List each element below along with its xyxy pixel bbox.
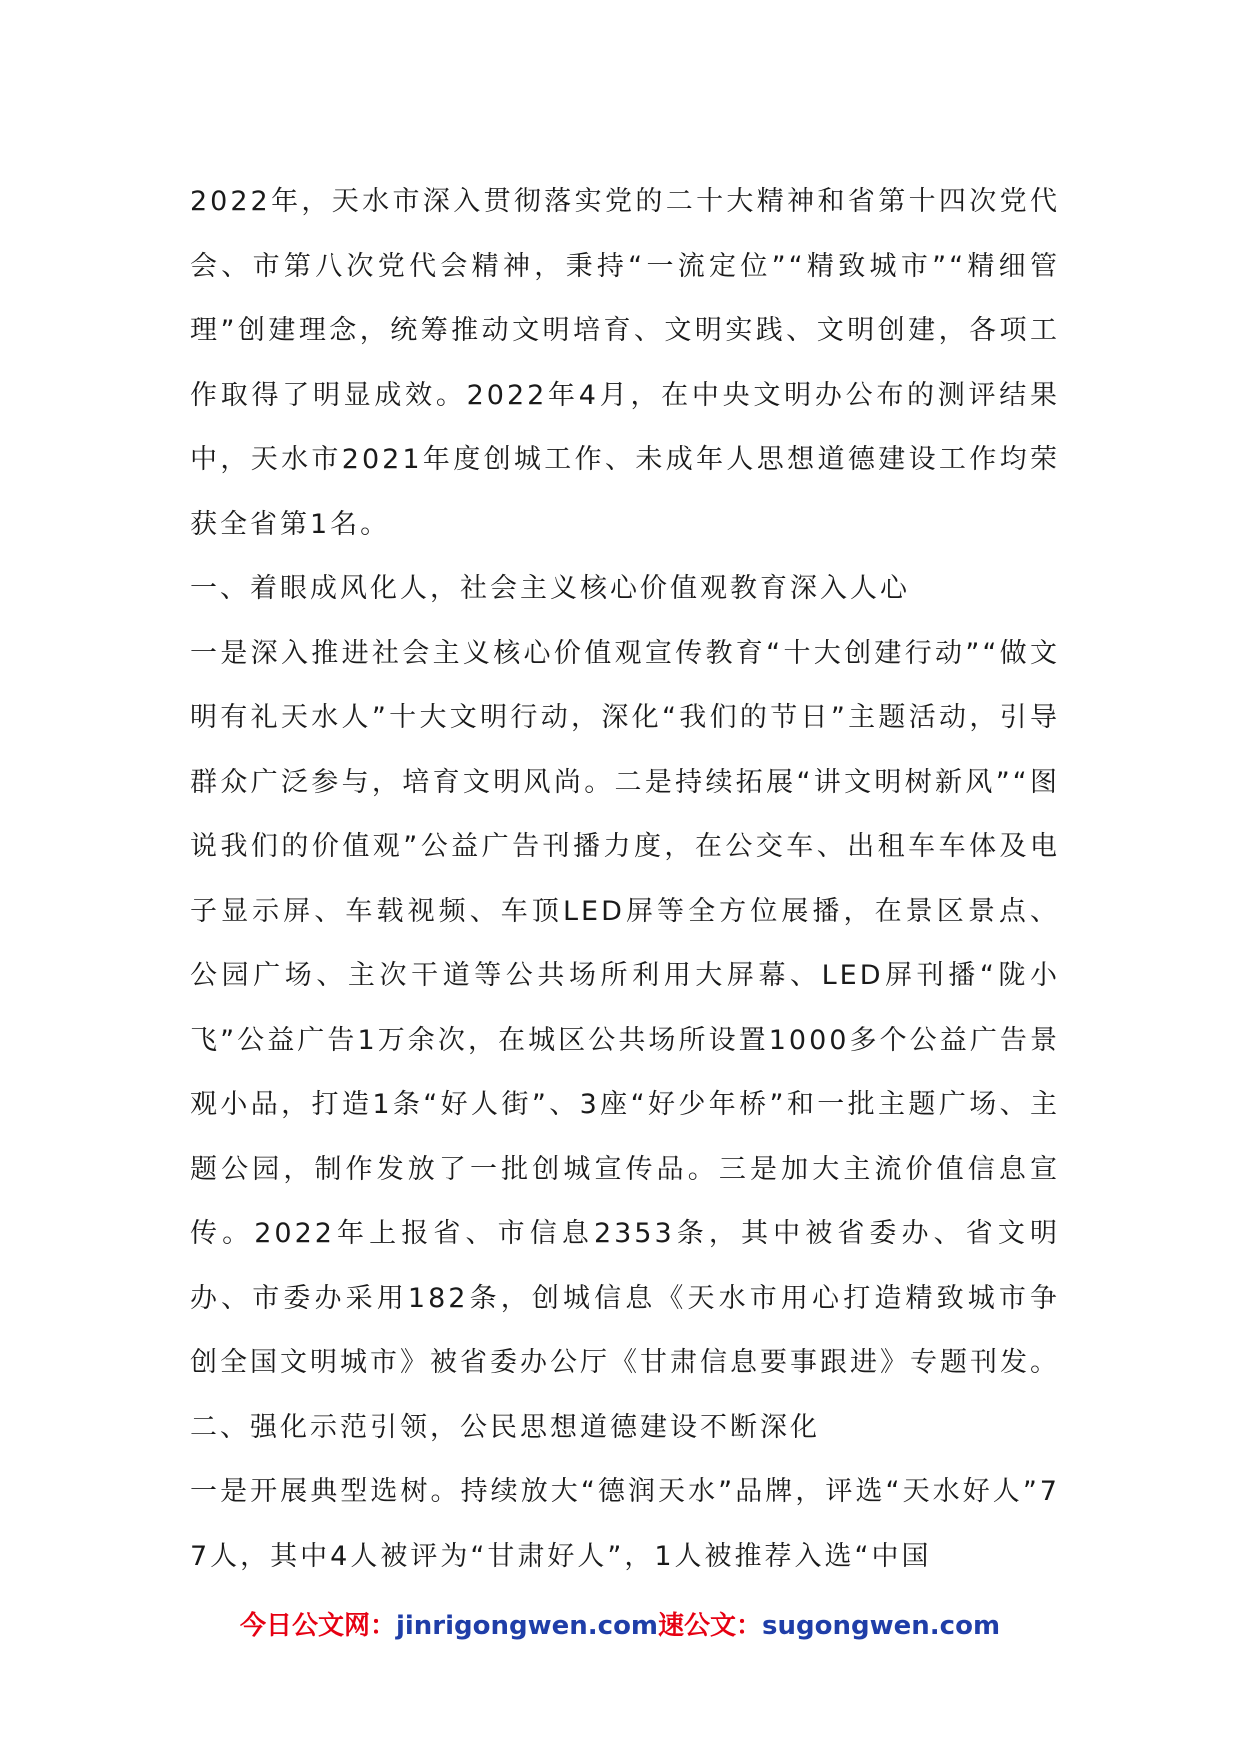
footer-label-jinrigongwen: 今日公文网： <box>239 1611 396 1641</box>
section-heading-2: 二、强化示范引领，公民思想道德建设不断深化 <box>190 1411 820 1443</box>
footer-link-jinrigongwen[interactable]: jinrigongwen.com <box>395 1611 659 1641</box>
intro-paragraph: 2022年，天水市深入贯彻落实党的二十大精神和省第十四次党代会、市第八次党代会精神，秉持“一流定位”“精致城市”“精细管理”创建理念，统筹推动文明培育、文明实践、文明创建，各项工作取得了明显成效。2022年4月，在中央文明办公布的测评结果中，天水市2021年度创城工作、未成年人思想道德建设工作均荣获全省第1名。 <box>190 186 1060 540</box>
section-heading-1: 一、着眼成风化人，社会主义核心价值观教育深入人心 <box>190 573 910 604</box>
footer-watermark <box>0 1605 1240 1642</box>
section-1-paragraph: 一是深入推进社会主义核心价值观宣传教育“十大创建行动”“做文明有礼天水人”十大文明行动，深化“我们的节日”主题活动，引导群众广泛参与，培育文明风尚。二是持续拓展“讲文明树新风”“图说我们的价值观”公益广告刊播力度，在公交车、出租车车体及电子显示屏、车载视频、车顶LED屏等全方位展播，在景区景点、公园广场、主次干道等公共场所利用大屏幕、LED屏刊播“陇小飞”公益广告1万余次，在城区公共场所设置1000多个公益广告景观小品，打造1条“好人街”、3座“好少年桥”和一批主题广场、主题公园，制作发放了一批创城宣传品。三是加大主流价值信息宣传。2022年上报省、市信息2353条，其中被省委办、省文明办、市委办采用182条，创城信息《天水市用心打造精致城市争创全国文明城市》被省委办公厅《甘肃信息要事跟进》专题刊发。 <box>190 637 1060 1378</box>
footer-label-sugongwen: 速公文： <box>658 1611 763 1641</box>
section-2-paragraph: 一是开展典型选树。持续放大“德润天水”品牌，评选“天水好人”77人，其中4人被评为“甘肃好人”，1人被推荐入选“中国 <box>190 1476 1060 1572</box>
footer-link-sugongwen[interactable]: sugongwen.com <box>762 1611 1001 1641</box>
document-body <box>190 170 1060 1589</box>
